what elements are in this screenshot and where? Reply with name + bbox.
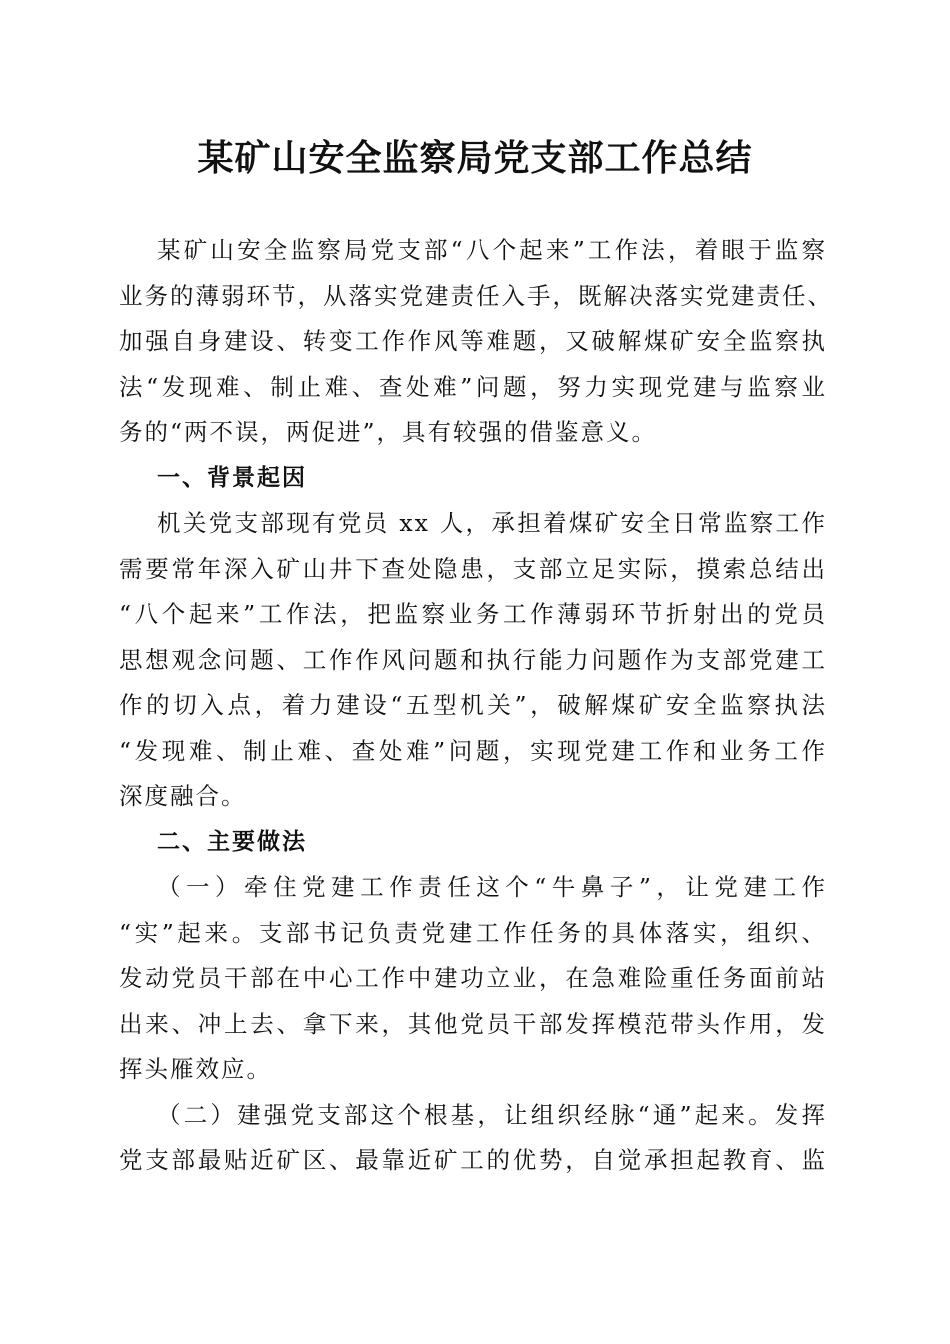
- practice-line: （二）建强党支部这个根基，让组织经脉“通”起来。发挥: [157, 1100, 827, 1129]
- intro-line: 法“发现难、制止难、查处难”问题，努力实现党建与监察业: [119, 372, 827, 401]
- intro-line: 加强自身建设、转变工作作风等难题，又破解煤矿安全监察执: [119, 327, 827, 355]
- intro-line: 某矿山安全监察局党支部“八个起来”工作法，着眼于监察: [157, 236, 827, 264]
- background-line: 思想观念问题、工作作风问题和执行能力问题作为支部党建工: [119, 645, 827, 674]
- intro-line: 务的“两不误，两促进”，具有较强的借鉴意义。: [119, 418, 658, 446]
- background-paragraph: [119, 501, 827, 820]
- section-heading-main-practices: 二、主要做法: [157, 828, 307, 855]
- practice-item-2: [119, 1093, 827, 1184]
- intro-paragraph: [119, 228, 833, 456]
- practice-line: 党支部最贴近矿区、最靠近矿工的优势，自觉承担起教育、监: [119, 1146, 827, 1174]
- practice-item-1: [119, 865, 827, 1093]
- background-line: 需要常年深入矿山井下查处隐患，支部立足实际，摸索总结出: [119, 554, 827, 583]
- background-line: “发现难、制止难、查处难”问题，实现党建工作和业务工作: [119, 736, 827, 765]
- intro-line: 业务的薄弱环节，从落实党建责任入手，既解决落实党建责任、: [119, 281, 833, 310]
- background-line: 深度融合。: [119, 782, 247, 810]
- section-heading-background: 一、背景起因: [157, 464, 307, 491]
- practice-line: “实”起来。支部书记负责党建工作任务的具体落实，组织、: [119, 918, 827, 947]
- background-line: “八个起来”工作法，把监察业务工作薄弱环节折射出的党员: [119, 600, 827, 628]
- document-title: 某矿山安全监察局党支部工作总结: [197, 137, 753, 179]
- document-body: [119, 228, 833, 1184]
- practice-line: （一）牵住党建工作责任这个“牛鼻子”，让党建工作: [157, 873, 827, 901]
- practice-line: 发动党员干部在中心工作中建功立业，在急难险重任务面前站: [119, 964, 827, 992]
- background-line: 机关党支部现有党员 xx 人，承担着煤矿安全日常监察工作: [157, 509, 827, 537]
- background-line: 作的切入点，着力建设“五型机关”，破解煤矿安全监察执法: [119, 691, 827, 719]
- practice-line: 出来、冲上去、拿下来，其他党员干部发挥模范带头作用，发: [119, 1009, 827, 1038]
- practice-line: 挥头雁效应。: [119, 1055, 272, 1083]
